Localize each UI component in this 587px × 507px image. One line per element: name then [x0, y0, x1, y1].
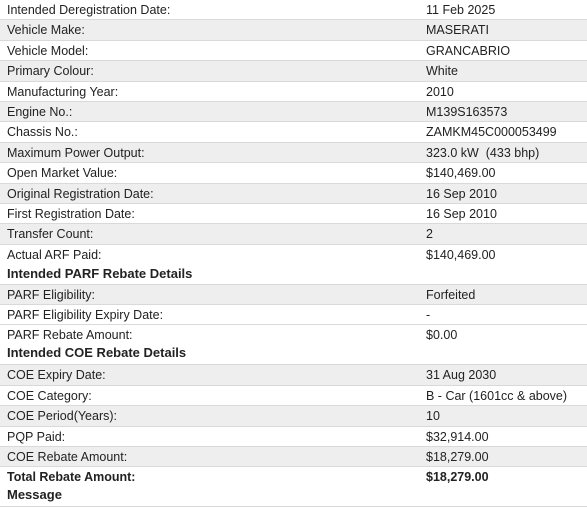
label: Open Market Value:: [7, 166, 118, 181]
row-coe-period: [0, 406, 587, 426]
row-coe-rebate-amount: [0, 447, 587, 467]
value: 11 Feb 2025: [426, 3, 496, 17]
row-original-registration-date: [0, 184, 587, 204]
label: First Registration Date:: [7, 206, 135, 221]
label: Vehicle Make:: [7, 23, 85, 38]
value: 31 Aug 2030: [426, 368, 497, 383]
value: $32,914.00: [426, 429, 489, 444]
label: Engine No.:: [7, 104, 73, 119]
value: $18,279.00: [426, 450, 489, 465]
value: 2: [426, 227, 433, 242]
section-heading-parf: Intended PARF Rebate Details: [7, 265, 193, 281]
label: Total Rebate Amount:: [7, 470, 136, 485]
row-coe-expiry-date: [0, 365, 587, 385]
label: Primary Colour:: [7, 64, 94, 79]
label: Chassis No.:: [7, 125, 78, 140]
value: ZAMKM45C000053499: [426, 125, 557, 140]
section-heading-message: Message: [7, 487, 62, 503]
value: B - Car (1601cc & above): [426, 388, 568, 403]
label: PARF Eligibility:: [7, 287, 95, 302]
row-manufacturing-year: [0, 82, 587, 102]
value: 2010: [426, 84, 454, 99]
label: Transfer Count:: [7, 227, 94, 242]
value: 323.0 kW (433 bhp): [426, 145, 540, 160]
row-vehicle-model: [0, 41, 587, 61]
label: PARF Eligibility Expiry Date:: [7, 308, 164, 323]
row-deregistration-date: [0, 0, 587, 20]
value: MASERATI: [426, 23, 489, 38]
label: COE Expiry Date:: [7, 368, 106, 383]
value: 16 Sep 2010: [426, 206, 497, 221]
row-max-power: [0, 143, 587, 163]
row-parf-expiry-date: [0, 305, 587, 325]
label: Intended Deregistration Date:: [7, 3, 171, 17]
row-parf-rebate-amount: [0, 325, 587, 365]
row-chassis-no: [0, 122, 587, 142]
row-actual-arf-paid: [0, 245, 587, 285]
row-parf-eligibility: [0, 285, 587, 305]
label: Original Registration Date:: [7, 186, 154, 201]
row-open-market-value: [0, 163, 587, 183]
section-heading-coe: Intended COE Rebate Details: [7, 345, 187, 361]
row-engine-no: [0, 102, 587, 122]
label: PARF Rebate Amount:: [7, 328, 133, 343]
label: Actual ARF Paid:: [7, 247, 102, 262]
value: $18,279.00: [426, 470, 489, 485]
row-primary-colour: [0, 61, 587, 81]
value: 10: [426, 409, 440, 424]
row-total-rebate-amount: [0, 467, 587, 507]
label: Manufacturing Year:: [7, 84, 119, 99]
value: 16 Sep 2010: [426, 186, 497, 201]
label: PQP Paid:: [7, 429, 66, 444]
value: GRANCABRIO: [426, 43, 511, 58]
row-coe-category: [0, 386, 587, 406]
value: $140,469.00: [426, 166, 496, 181]
label: COE Rebate Amount:: [7, 450, 128, 465]
value: $0.00: [426, 328, 458, 343]
label: Maximum Power Output:: [7, 145, 145, 160]
row-pqp-paid: [0, 427, 587, 447]
value: -: [426, 308, 431, 323]
value: M139S163573: [426, 104, 508, 119]
label: COE Period(Years):: [7, 409, 117, 424]
label: COE Category:: [7, 388, 92, 403]
label: Vehicle Model:: [7, 43, 89, 58]
value: $140,469.00: [426, 247, 496, 262]
row-transfer-count: [0, 224, 587, 244]
row-vehicle-make: [0, 20, 587, 40]
row-first-registration-date: [0, 204, 587, 224]
value: Forfeited: [426, 287, 476, 302]
value: White: [426, 64, 458, 79]
